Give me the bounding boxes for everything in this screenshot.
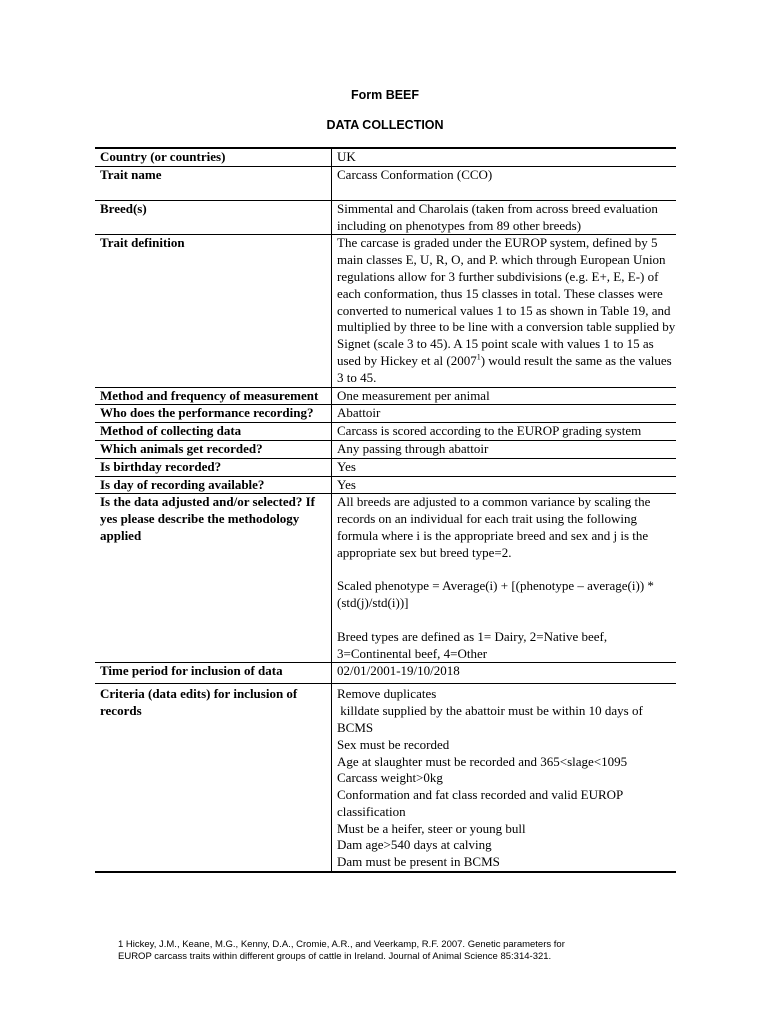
adjusted-paragraph: All breeds are adjusted to a common variance by scaling the records on an individual for each trait using the following formula where i is the appropriate breed and sex and j is the appropriate sex but breed type=2. <box>337 494 651 560</box>
criteria-line: Age at slaughter must be recorded and 365<slage<1095 <box>337 753 628 769</box>
table-row <box>95 405 676 423</box>
table-row <box>95 684 676 872</box>
row-label-criteria: Criteria (data edits) for inclusion of records <box>95 684 332 872</box>
criteria-line: Dam age>540 days at calving <box>337 837 492 853</box>
criteria-line: Conformation and fat class recorded and valid EUROP classification <box>337 787 623 819</box>
row-value-method-frequency: One measurement per animal <box>332 387 677 405</box>
table-row <box>95 663 676 684</box>
footnote <box>118 939 638 963</box>
row-label-trait-name: Trait name <box>95 166 332 200</box>
row-value-which-animals: Any passing through abattoir <box>332 440 677 458</box>
row-value-trait-name: Carcass Conformation (CCO) <box>332 166 677 200</box>
table-row <box>95 458 676 476</box>
table-row <box>95 387 676 405</box>
footnote-line: 1 Hickey, J.M., Keane, M.G., Kenny, D.A., Cromie, A.R., and Veerkamp, R.F. 2007. Genetic parameters for <box>118 939 565 950</box>
criteria-line: Dam must be present in BCMS <box>337 854 500 870</box>
criteria-line: Sex must be recorded <box>337 736 450 752</box>
row-value-trait-definition <box>332 235 677 387</box>
row-label-time-period: Time period for inclusion of data <box>95 663 332 684</box>
trait-definition-text-end: ) would result the same as the values 3 to 45. <box>337 352 672 385</box>
row-label-method-collecting: Method of collecting data <box>95 423 332 441</box>
table-row <box>95 440 676 458</box>
table-row <box>95 166 676 200</box>
row-label-birthday: Is birthday recorded? <box>95 458 332 476</box>
criteria-line: Must be a heifer, steer or young bull <box>337 820 526 836</box>
row-value-adjusted <box>332 494 677 663</box>
table-row <box>95 423 676 441</box>
row-value-country: UK <box>332 148 677 166</box>
row-value-who-records: Abattoir <box>332 405 677 423</box>
data-collection-table <box>95 147 676 873</box>
table-row <box>95 476 676 494</box>
row-label-breeds: Breed(s) <box>95 200 332 235</box>
row-label-adjusted: Is the data adjusted and/or selected? If yes please describe the methodology applied <box>95 494 332 663</box>
criteria-line: Carcass weight>0kg <box>337 770 443 786</box>
row-value-breeds: Simmental and Charolais (taken from across breed evaluation including on phenotypes from 89 other breeds) <box>332 200 677 235</box>
adjusted-formula: Scaled phenotype = Average(i) + [(phenotype – average(i)) *(std(j)/std(i))] <box>337 578 654 611</box>
table-row <box>95 148 676 166</box>
row-value-day-recording: Yes <box>332 476 677 494</box>
criteria-line: killdate supplied by the abattoir must be within 10 days of BCMS <box>337 703 647 735</box>
row-value-birthday: Yes <box>332 458 677 476</box>
footnote-line: EUROP carcass traits within different groups of cattle in Ireland. Journal of Animal Science 85:314-321. <box>118 951 552 962</box>
criteria-line: Remove duplicates <box>337 686 437 702</box>
row-label-method-frequency: Method and frequency of measurement <box>95 387 332 405</box>
footnote-marker: 1 <box>476 352 481 362</box>
row-label-which-animals: Which animals get recorded? <box>95 440 332 458</box>
form-title: Form BEEF <box>350 88 420 102</box>
row-value-criteria <box>332 684 677 872</box>
form-subtitle: DATA COLLECTION <box>326 118 444 132</box>
trait-definition-text: The carcase is graded under the EUROP system, defined by 5 main classes E, U, R, O, and P. which through European Union regulations allow for 3 further subdivisions (e.g. E+, E, E-) of each conformation, thus 15 classes in total. These classes were converted to numerical values 1 to 15 as shown in Table 19, and multiplied by three to be line with a conversion table supplied by Signet (scale 3 to 45). A 15 point scale with values 1 to 15 as used by Hickey et al (2007 <box>337 235 676 368</box>
row-value-time-period: 02/01/2001-19/10/2018 <box>332 663 677 684</box>
adjusted-breed-types: Breed types are defined as 1= Dairy, 2=Native beef, 3=Continental beef, 4=Other <box>337 628 608 661</box>
row-label-trait-definition: Trait definition <box>95 235 332 387</box>
row-label-who-records: Who does the performance recording? <box>95 405 332 423</box>
row-label-day-recording: Is day of recording available? <box>95 476 332 494</box>
row-value-method-collecting: Carcass is scored according to the EUROP grading system <box>332 423 677 441</box>
table-row <box>95 235 676 387</box>
table-row <box>95 200 676 235</box>
row-label-country: Country (or countries) <box>95 148 332 166</box>
table-row <box>95 494 676 663</box>
